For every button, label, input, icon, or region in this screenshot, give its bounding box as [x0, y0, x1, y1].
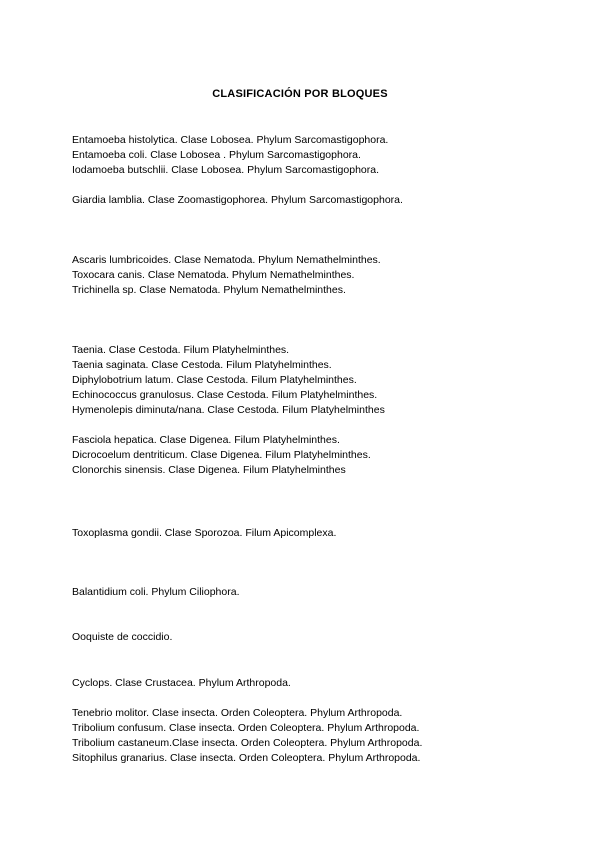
text-line: Taenia saginata. Clase Cestoda. Filum Platyhelminthes. — [72, 359, 332, 371]
text-line: Taenia. Clase Cestoda. Filum Platyhelminthes. — [72, 344, 290, 356]
text-line: Ascaris lumbricoides. Clase Nematoda. Phylum Nemathelminthes. — [72, 254, 381, 266]
block-amoebas — [72, 133, 388, 178]
text-line: Entamoeba coli. Clase Lobosea . Phylum Sarcomastigophora. — [72, 149, 361, 161]
text-line: Toxoplasma gondii. Clase Sporozoa. Filum Apicomplexa. — [72, 527, 337, 539]
text-line: Tribolium castaneum.Clase insecta. Orden Coleoptera. Phylum Arthropoda. — [72, 737, 423, 749]
block-crustaceans — [72, 676, 291, 691]
block-apicomplexa — [72, 526, 336, 541]
text-line: Toxocara canis. Clase Nematoda. Phylum Nemathelminthes. — [72, 269, 355, 281]
block-flagellates — [72, 193, 403, 208]
text-line: Hymenolepis diminuta/nana. Clase Cestoda. Filum Platyhelminthes — [72, 404, 385, 416]
text-line: Iodamoeba butschlii. Clase Lobosea. Phylum Sarcomastigophora. — [72, 164, 380, 176]
text-line: Trichinella sp. Clase Nematoda. Phylum Nemathelminthes. — [72, 284, 346, 296]
text-line: Tribolium confusum. Clase insecta. Orden Coleoptera. Phylum Arthropoda. — [72, 722, 420, 734]
block-cestodes — [72, 343, 385, 418]
text-line: Ooquiste de coccidio. — [72, 631, 173, 643]
text-line: Echinococcus granulosus. Clase Cestoda. Filum Platyhelminthes. — [72, 389, 378, 401]
text-line: Tenebrio molitor. Clase insecta. Orden Coleoptera. Phylum Arthropoda. — [72, 707, 403, 719]
text-line: Dicrocoelum dentriticum. Clase Digenea. Filum Platyhelminthes. — [72, 449, 371, 461]
text-line: Entamoeba histolytica. Clase Lobosea. Phylum Sarcomastigophora. — [72, 134, 389, 146]
block-nematodes — [72, 253, 381, 298]
block-insects — [72, 706, 422, 766]
text-line: Balantidium coli. Phylum Ciliophora. — [72, 586, 240, 598]
text-line: Fasciola hepatica. Clase Digenea. Filum Platyhelminthes. — [72, 434, 340, 446]
block-coccidia — [72, 630, 172, 645]
document-title: CLASIFICACIÓN POR BLOQUES — [212, 88, 388, 100]
text-line: Giardia lamblia. Clase Zoomastigophorea. Phylum Sarcomastigophora. — [72, 194, 403, 206]
text-line: Clonorchis sinensis. Clase Digenea. Filum Platyhelminthes — [72, 464, 346, 476]
block-ciliates — [72, 585, 240, 600]
text-line: Diphylobotrium latum. Clase Cestoda. Filum Platyhelminthes. — [72, 374, 357, 386]
text-line: Sitophilus granarius. Clase insecta. Orden Coleoptera. Phylum Arthropoda. — [72, 752, 421, 764]
block-trematodes — [72, 433, 371, 478]
text-line: Cyclops. Clase Crustacea. Phylum Arthropoda. — [72, 677, 291, 689]
